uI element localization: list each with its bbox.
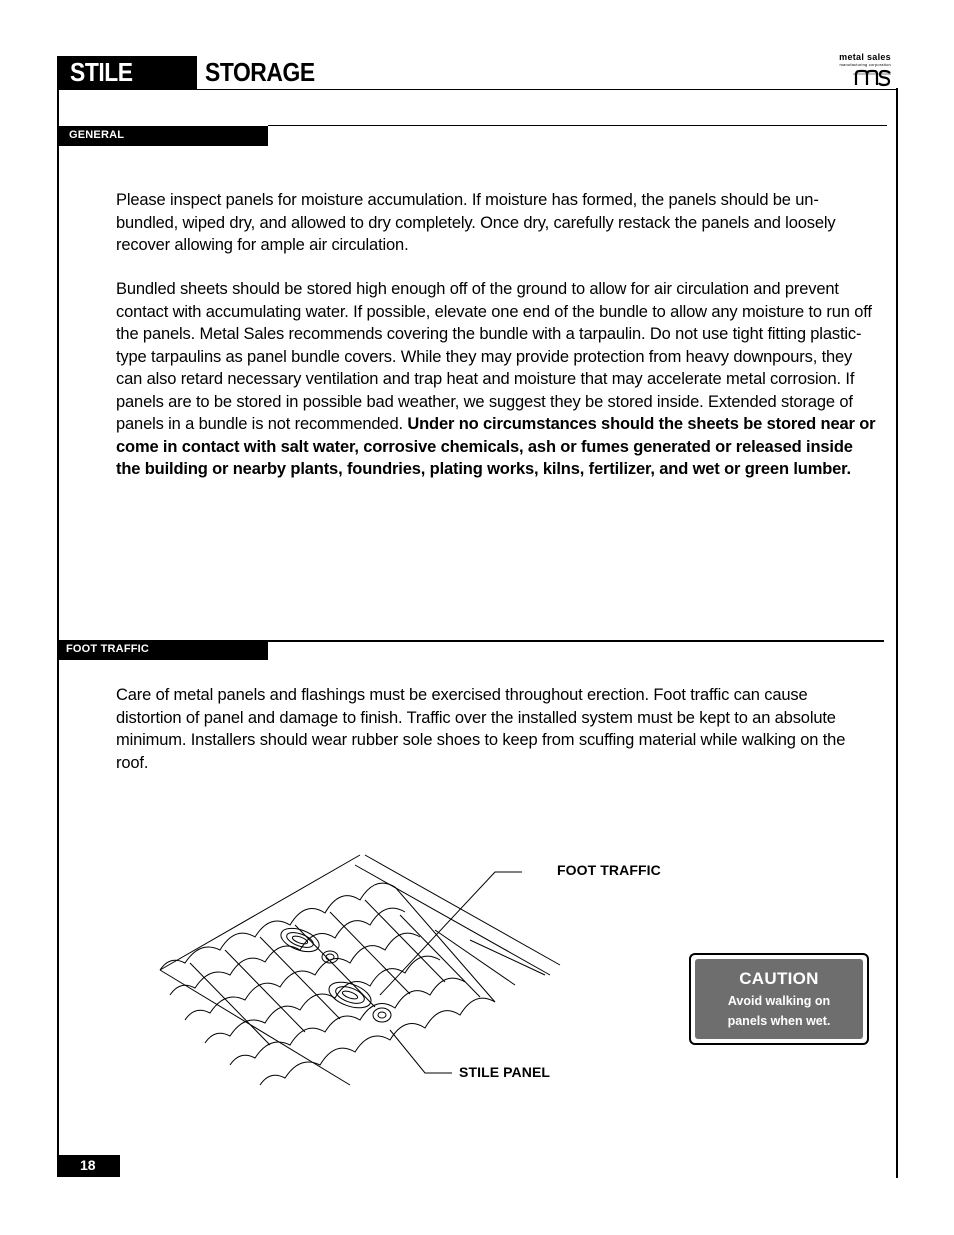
- foot-traffic-section-rule: [268, 640, 884, 642]
- stile-panel-illustration: [150, 845, 570, 1095]
- caution-line-1: Avoid walking on: [727, 994, 831, 1008]
- caution-title: CAUTION: [739, 969, 819, 988]
- left-margin-rule: [57, 90, 59, 1177]
- general-paragraph-2: [116, 278, 876, 481]
- stile-panel-callout: STILE PANEL: [459, 1064, 551, 1080]
- page-number: 18: [80, 1157, 96, 1173]
- general-warning-text: Under no circumstances should the sheets be stored near or come in contact with salt water, corrosive chemicals, ash or fumes generated or released inside the building or nearby plants, foundries, plating works, kilns, fertilizer, and wet or green lumber.: [116, 415, 876, 478]
- caution-line-2: panels when wet.: [727, 1014, 831, 1028]
- company-logo: [826, 52, 894, 88]
- caution-box: [689, 953, 869, 1045]
- page-title: STORAGE: [205, 57, 315, 87]
- logo-tagline: manufacturing corporation: [839, 62, 891, 67]
- general-section-label: GENERAL: [69, 129, 125, 141]
- logo-name: metal sales: [839, 52, 891, 62]
- ms-logo-icon: [852, 67, 892, 87]
- general-section-rule: [268, 125, 887, 126]
- general-paragraph-2-text: Bundled sheets should be stored high enough off of the ground to allow for air circulation and prevent contact with accumulating water. If possible, elevate one end of the bundle to allow any moisture to run off the panels. Metal Sales recommends covering the bundle with a tarpaulin. Do not use tight fitting plastic-type tarpaulins as panel bundle covers. While they may provide protection from heavy downpours, they can also retard necessary ventilation and trap heat and moisture that may accelerate metal corrosion. If panels are to be stored in possible bad weather, we suggest they be stored inside. Extended storage of panels in a bundle is not recommended.: [116, 280, 872, 433]
- foot-traffic-section-label: FOOT TRAFFIC: [66, 643, 150, 655]
- caution-text: [695, 991, 863, 1031]
- foot-traffic-paragraph: Care of metal panels and flashings must be exercised throughout erection. Foot traffic can cause distortion of panel and damage to finish. Traffic over the installed system must be kept to an absolute minimum. Installers should wear rubber sole shoes to keep from scuffing material while walking on the roof.: [116, 686, 846, 772]
- section-tab-label: STILE: [70, 57, 133, 87]
- caution-panel: [695, 959, 863, 1039]
- general-paragraph-1: Please inspect panels for moisture accumulation. If moisture has formed, the panels should be un-bundled, wiped dry, and allowed to dry completely. Once dry, carefully restack the panels and loosely recover allowing for ample air circulation.: [116, 191, 836, 254]
- header-underline: [197, 89, 898, 90]
- foot-traffic-callout: FOOT TRAFFIC: [557, 862, 661, 878]
- right-margin-rule: [896, 88, 898, 1178]
